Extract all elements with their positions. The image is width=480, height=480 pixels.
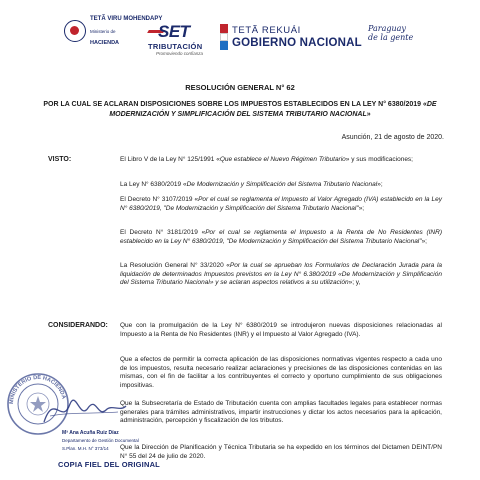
stamp-ring-text: MINISTERIO DE HACIENDA bbox=[8, 374, 67, 405]
considerando-paragraph-1: Que con la promulgación de la Ley N° 6380/2019 se introdujeron nuevas disposiciones relacionadas al Impuesto a la Renta de No Residentes (INR) y el Impuesto al Valor Agregado (IVA). bbox=[120, 322, 442, 338]
gobierno-nacional-logo bbox=[220, 22, 362, 62]
letterhead bbox=[0, 0, 480, 70]
set-subtitle: TRIBUTACIÓN bbox=[148, 42, 203, 51]
considerando-label: CONSIDERANDO: bbox=[48, 322, 108, 329]
set-wordmark: SET bbox=[158, 22, 190, 41]
copia-fiel-stamp: COPIA FIEL DEL ORIGINAL bbox=[58, 460, 160, 469]
resolution-title: RESOLUCIÓN GENERAL N° 62 bbox=[185, 83, 295, 92]
paraguay-slogan-logo bbox=[368, 24, 430, 54]
signatory-role: Departamento de Gestión Documental bbox=[62, 438, 139, 443]
gob-name: GOBIERNO NACIONAL bbox=[232, 37, 362, 49]
signatory-reference: S.Plan. M.H. N° 373/14 bbox=[62, 446, 109, 451]
visto-paragraph-1: El Libro V de la Ley N° 125/1991 «Que establece el Nuevo Régimen Tributario» y sus modificaciones; bbox=[120, 156, 413, 163]
visto-label: VISTO: bbox=[48, 156, 72, 163]
place-date: Asunción, 21 de agosto de 2020. bbox=[341, 134, 444, 141]
considerando-paragraph-4: Que la Dirección de Planificación y Técnica Tributaria se ha expedido en los términos del Dictamen DEINT/PN N° 55 del 24 de julio de 2020. bbox=[120, 444, 442, 460]
visto-paragraph-4: El Decreto N° 3181/2019 «Por el cual se reglamenta el Impuesto a la Renta de No Residentes (INR) establecido en la Ley N° 6380/2019, "De Modernización y Simplificación del Sistema Tributario Nacional"»; bbox=[120, 229, 442, 245]
national-seal-icon bbox=[64, 20, 86, 42]
hacienda-name: HACIENDA bbox=[90, 40, 120, 46]
ministerio-hacienda-logo bbox=[64, 14, 163, 54]
gob-guarani: TETÃ REKUÁI bbox=[232, 25, 301, 36]
signatory-name: Mª Ana Acuña Ruiz Díaz bbox=[62, 430, 119, 436]
resolution-subject: POR LA CUAL SE ACLARAN DISPOSICIONES SOBRE LOS IMPUESTOS ESTABLECIDOS EN LA LEY N° 6380/2019 «DE MODERNIZACIÓN Y SIMPLIFICACIÓN DEL SISTEMA TRIBUTARIO NACIONAL» bbox=[43, 101, 437, 118]
slogan-line2: de la gente bbox=[368, 33, 414, 42]
considerando-paragraph-3: Que la Subsecretaría de Estado de Tributación cuenta con amplias facultades legales para establecer normas generales para trámites administrativos, impartir instrucciones y dictar los actos necesarios para la aplicación, administración, percepción y fiscalización de los tributos. bbox=[120, 400, 442, 425]
considerando-paragraph-2: Que a efectos de permitir la correcta aplicación de las disposiciones normativas vigentes respecto a cada uno de los impuestos, resulta necesario realizar aclaraciones y precisiones de las disposiciones contenidas en las mismas, con el fin de facilitar a los contribuyentes el correcto y oportuno cumplimiento de sus obligaciones impositivas. bbox=[120, 356, 442, 389]
slogan-line1: Paraguay bbox=[368, 24, 406, 33]
visto-paragraph-2: La Ley N° 6380/2019 «De Modernización y Simplificación del Sistema Tributario Nacional»; bbox=[120, 181, 383, 188]
set-tagline: Promoviendo confianza bbox=[156, 51, 204, 56]
visto-paragraph-5: La Resolución General N° 33/2020 «Por la cual se aprueban los Formularios de Declaración Jurada para la liquidación de determinados Impuestos previstos en la Ley N° 6.380/2019 «De Modernización y Simplificación del Sistema Tributario Nacional» y se aclaran aspectos relativos a su utilización»; y, bbox=[120, 262, 442, 287]
set-tributacion-logo bbox=[148, 24, 212, 64]
hacienda-guarani: TETÃ VIRU MOHENDAPY bbox=[90, 16, 163, 22]
signature-scribble-icon bbox=[40, 382, 130, 432]
flag-icon bbox=[220, 24, 228, 50]
hacienda-ministerio: Ministerio de bbox=[90, 29, 116, 34]
visto-paragraph-3: El Decreto N° 3107/2019 «Por el cual se reglamenta el Impuesto al Valor Agregado (IVA) establecido en la Ley N° 6380/2019, "De Modernización y Simplificación del Sistema Tributario Nacional"»; bbox=[120, 196, 442, 212]
